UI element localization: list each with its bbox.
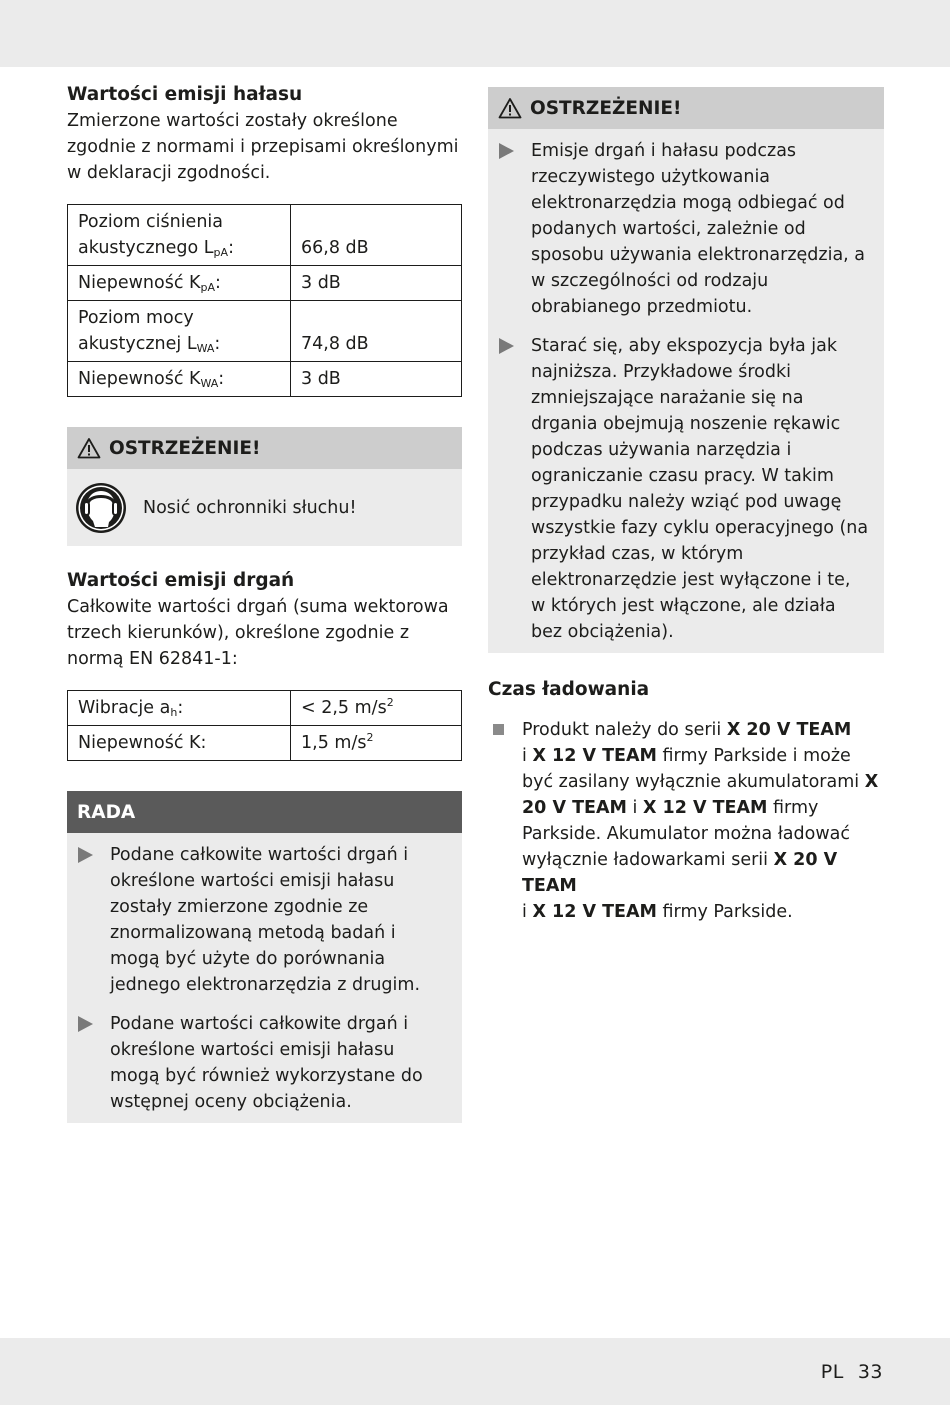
warning-box-right <box>488 87 884 653</box>
charging-heading: Czas ładowania <box>488 679 650 700</box>
warning-title: OSTRZEŻENIE! <box>530 97 682 119</box>
warning-box-left <box>67 427 462 546</box>
arrow-bullet-icon <box>78 847 93 863</box>
vibration-table <box>67 690 462 761</box>
noise-intro: Zmierzone wartości zostały określone zgodnie z normami i przepisami określonymi w deklaracji zgodności. <box>67 111 459 183</box>
table-cell-key: Niepewność $K_{pA}$: <box>68 266 291 301</box>
table-row <box>68 205 462 266</box>
vibration-intro: Całkowite wartości drgań (suma wektorowa trzech kierunków), określone zgodnie z normą EN 62841-1: <box>67 597 449 669</box>
table-cell-key: Poziom ciśnienia akustycznego $L_{pA}$: <box>68 205 291 266</box>
arrow-bullet-icon <box>499 338 514 354</box>
page-number-value: 33 <box>857 1361 883 1383</box>
list-item: Emisje drgań i hałasu podczas rzeczywistego użytkowania elektronarzędzia mogą odbiegać od podanych wartości, zależnie od sposobu używania elektronarzędzia, a w szczególności od rodzaju obrabianego przedmiotu. <box>488 138 870 320</box>
table-cell-key: Niepewność K: <box>68 726 291 761</box>
list-item: Podane całkowite wartości drgań i określone wartości emisji hałasu zostały zmierzone zgodnie ze znormalizowaną metodą badań i mogą być użyte do porównania jednego elektronarzędzia z drugim. <box>67 842 442 998</box>
noise-table <box>67 204 462 397</box>
rada-box <box>67 791 462 1123</box>
footer-band <box>0 1338 950 1405</box>
table-cell-value: < 2,5 $m/s^2$ <box>291 691 462 726</box>
table-cell-key: Niepewność $K_{WA}$: <box>68 362 291 397</box>
table-row <box>68 266 462 301</box>
table-cell-value: 66,8 dB <box>291 205 462 266</box>
warning-triangle-icon <box>498 97 522 119</box>
rada-body <box>67 833 462 1123</box>
ear-protection-icon <box>75 482 127 534</box>
warning-body <box>488 129 884 653</box>
table-row <box>68 726 462 761</box>
arrow-bullet-icon <box>78 1016 93 1032</box>
left-column <box>67 82 462 1123</box>
warning-triangle-icon <box>77 437 101 459</box>
vibration-heading: Wartości emisji drgań <box>67 570 295 591</box>
arrow-bullet-icon <box>499 143 514 159</box>
warning-title: OSTRZEŻENIE! <box>109 437 261 459</box>
rada-header: RADA <box>67 791 462 833</box>
header-band <box>0 0 950 67</box>
table-row <box>68 301 462 362</box>
table-row <box>68 362 462 397</box>
table-cell-value: 74,8 dB <box>291 301 462 362</box>
page-number <box>821 1361 883 1383</box>
charging-text: Produkt należy do serii X 20 V TEAM i X 12 V TEAM firmy Parkside i może być zasilany wyłącznie akumulatorami X 20 V TEAM i X 12 V TEAM firmy Parkside. Akumulator można ładować wyłącznie ładowarkami serii X 20 V TEAM i X 12 V TEAM firmy Parkside. <box>522 720 879 922</box>
warning-header <box>67 427 462 469</box>
warning-text: Nosić ochronniki słuchu! <box>143 497 357 518</box>
table-cell-key: Wibracje $a_h$: <box>68 691 291 726</box>
table-cell-value: 3 dB <box>291 362 462 397</box>
list-item: Starać się, aby ekspozycja była jak najniższa. Przykładowe środki zmniejszające narażanie się na drgania obejmują noszenie rękawic podczas używania narzędzia i ograniczanie czasu pracy. W takim przypadku należy wziąć pod uwagę wszystkie fazy cyklu operacyjnego (na przykład czas, w którym elektronarzędzie jest wyłączone i te, w których jest włączone, ale działa bez obciążenia). <box>488 333 870 645</box>
warning-body <box>67 469 462 546</box>
table-cell-value: 1,5 $m/s^2$ <box>291 726 462 761</box>
noise-heading: Wartości emisji hałasu <box>67 84 303 105</box>
language-code: PL <box>820 1361 844 1383</box>
square-bullet-icon <box>493 724 504 735</box>
right-column <box>488 87 884 925</box>
list-item <box>488 717 884 925</box>
warning-header <box>488 87 884 129</box>
table-row <box>68 691 462 726</box>
list-item: Podane wartości całkowite drgań i określone wartości emisji hałasu mogą być również wykorzystane do wstępnej oceny obciążenia. <box>67 1011 442 1115</box>
table-cell-key: Poziom mocy akustycznej $L_{WA}$: <box>68 301 291 362</box>
table-cell-value: 3 dB <box>291 266 462 301</box>
